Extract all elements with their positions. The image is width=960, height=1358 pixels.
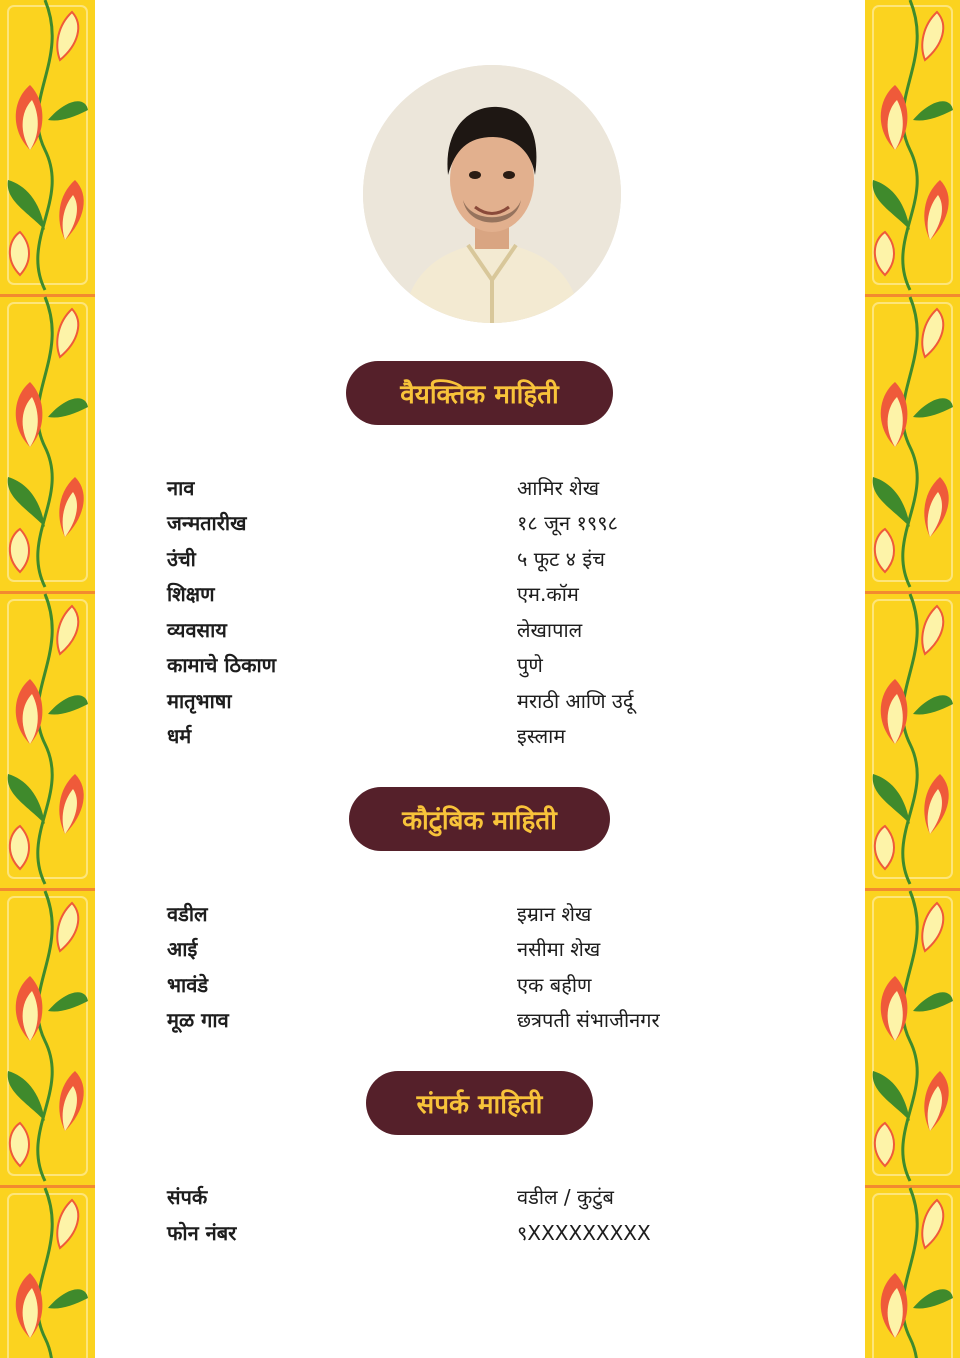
floral-border-icon [0,0,95,1358]
row-label: कामाचे ठिकाण [167,653,277,677]
row-value: लेखापाल [517,618,583,642]
row-label: संपर्क [167,1185,208,1209]
info-row-dob [167,509,767,544]
row-value: वडील / कुटुंब [517,1185,614,1209]
section-heading-family [349,787,610,851]
section-heading-personal [346,361,613,425]
row-label: उंची [167,547,196,571]
floral-border-icon [865,0,960,1358]
row-value: आमिर शेख [517,476,600,500]
row-label: जन्मतारीख [167,511,247,535]
info-row-religion [167,722,767,757]
row-value: छत्रपती संभाजीनगर [517,1008,660,1032]
row-label: मूळ गाव [167,1008,229,1032]
section-heading-contact-label: संपर्क माहिती [416,1090,543,1120]
row-label: नाव [167,476,195,500]
section-heading-family-label: कौटुंबिक माहिती [402,806,557,836]
row-value: ९XXXXXXXXX [517,1221,651,1245]
row-label: धर्म [167,724,192,748]
info-row-education [167,580,767,615]
row-value: नसीमा शेख [517,937,601,961]
info-row-workplace [167,651,767,686]
section-heading-personal-label: वैयक्तिक माहिती [400,380,559,410]
row-label: फोन नंबर [167,1221,237,1245]
row-label: वडील [167,902,208,926]
row-label: शिक्षण [167,582,215,606]
right-floral-border [865,0,960,1358]
row-value: ५ फूट ४ इंच [517,547,605,571]
row-value: पुणे [517,653,543,677]
row-label: आई [167,937,198,961]
info-row-name [167,474,767,509]
row-value: इस्लाम [517,724,566,748]
info-row-siblings [167,971,767,1006]
info-row-height [167,545,767,580]
section-heading-contact [366,1071,593,1135]
info-row-native-place [167,1006,767,1041]
profile-photo [363,65,621,323]
row-label: व्यवसाय [167,618,227,642]
info-row-phone [167,1219,767,1254]
info-row-occupation [167,616,767,651]
row-value: इम्रान शेख [517,902,592,926]
row-value: मराठी आणि उर्दू [517,689,634,713]
row-value: एक बहीण [517,973,592,997]
row-label: मातृभाषा [167,689,232,713]
left-floral-border [0,0,95,1358]
row-label: भावंडे [167,973,209,997]
info-row-contact [167,1183,767,1218]
info-row-mother-tongue [167,687,767,722]
info-row-father [167,900,767,935]
row-value: एम.कॉम [517,582,579,606]
row-value: १८ जून १९९८ [517,511,619,535]
info-row-mother [167,935,767,970]
